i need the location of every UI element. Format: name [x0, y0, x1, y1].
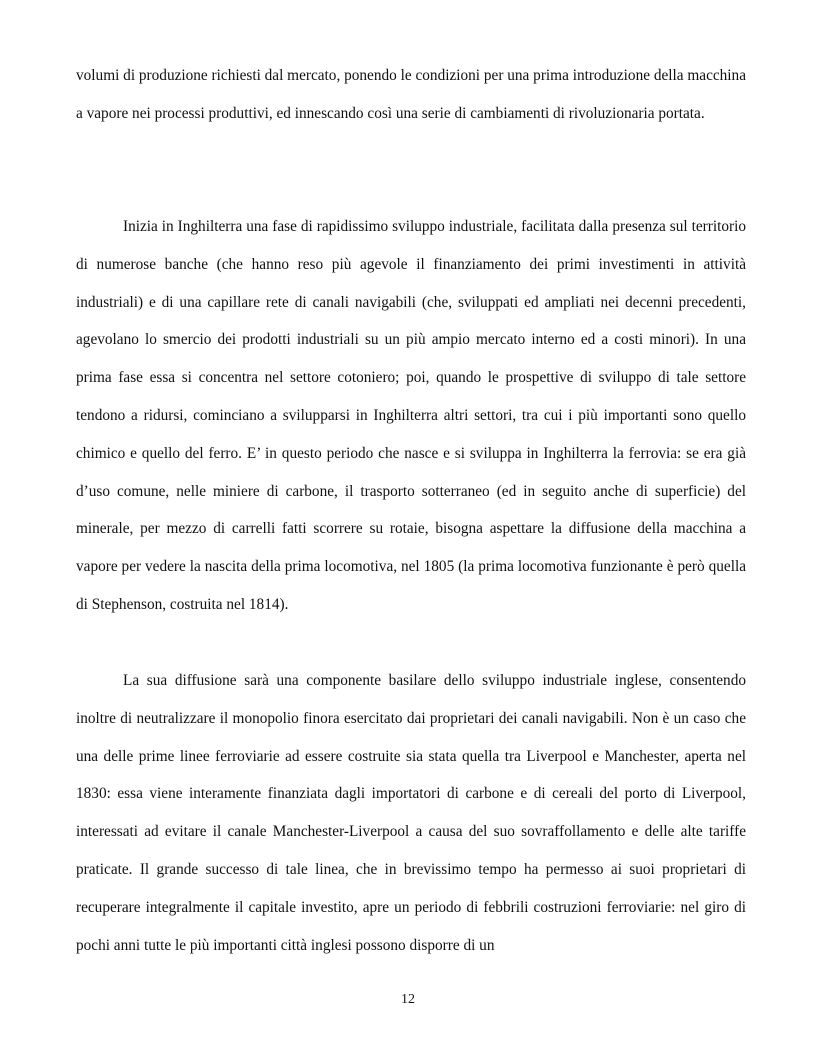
- paragraph-1-text: volumi di produzione richiesti dal mercato, ponendo le condizioni per una prima introduzione della macchina a vapore nei processi produttivi, ed innescando così una serie di cambiamenti di rivoluzionaria portata.: [76, 67, 746, 122]
- paragraph-2-text: Inizia in Inghilterra una fase di rapidissimo sviluppo industriale, facilitata dalla presenza sul territorio di numerose banche (che hanno reso più agevole il finanziamento dei primi investimenti in attività industriali) e di una capillare rete di canali navigabili (che, sviluppati ed ampliati nei decenni precedenti, agevolano lo smercio dei prodotti industriali su un più ampio mercato interno ed a costi minori). In una prima fase essa si concentra nel settore cotoniero; poi, quando le prospettive di sviluppo di tale settore tendono a ridursi, cominciano a svilupparsi in Inghilterra altri settori, tra cui i più importanti sono quello chimico e quello del ferro. E’ in questo periodo che nasce e si sviluppa in Inghilterra la ferrovia: se era già d’uso comune, nelle miniere di carbone, il trasporto sotterraneo (ed in seguito anche di superficie) del minerale, per mezzo di carrelli fatti scorrere su rotaie, bisogna aspettare la diffusione della macchina a vapore per vedere la nascita della prima locomotiva, nel 1805 (la prima locomotiva funzionante è però quella di Stephenson, costruita nel 1814).: [76, 218, 746, 613]
- paragraph-1: [76, 57, 746, 133]
- paragraph-3: [76, 662, 746, 964]
- paragraph-2: [76, 208, 746, 624]
- paragraph-3-text: La sua diffusione sarà una componente basilare dello sviluppo industriale inglese, consentendo inoltre di neutralizzare il monopolio finora esercitato dai proprietari dei canali navigabili. Non è un caso che una delle prime linee ferroviarie ad essere costruite sia stata quella tra Liverpool e Manchester, aperta nel 1830: essa viene interamente finanziata dagli importatori di carbone e di cereali del porto di Liverpool, interessati ad evitare il canale Manchester-Liverpool a causa del suo sovraffollamento e delle alte tariffe praticate. Il grande successo di tale linea, che in brevissimo tempo ha permesso ai suoi proprietari di recuperare integralmente il capitale investito, apre un periodo di febbrili costruzioni ferroviarie: nel giro di pochi anni tutte le più importanti città inglesi possono disporre di un: [76, 672, 746, 954]
- page-number: 12: [401, 992, 415, 1007]
